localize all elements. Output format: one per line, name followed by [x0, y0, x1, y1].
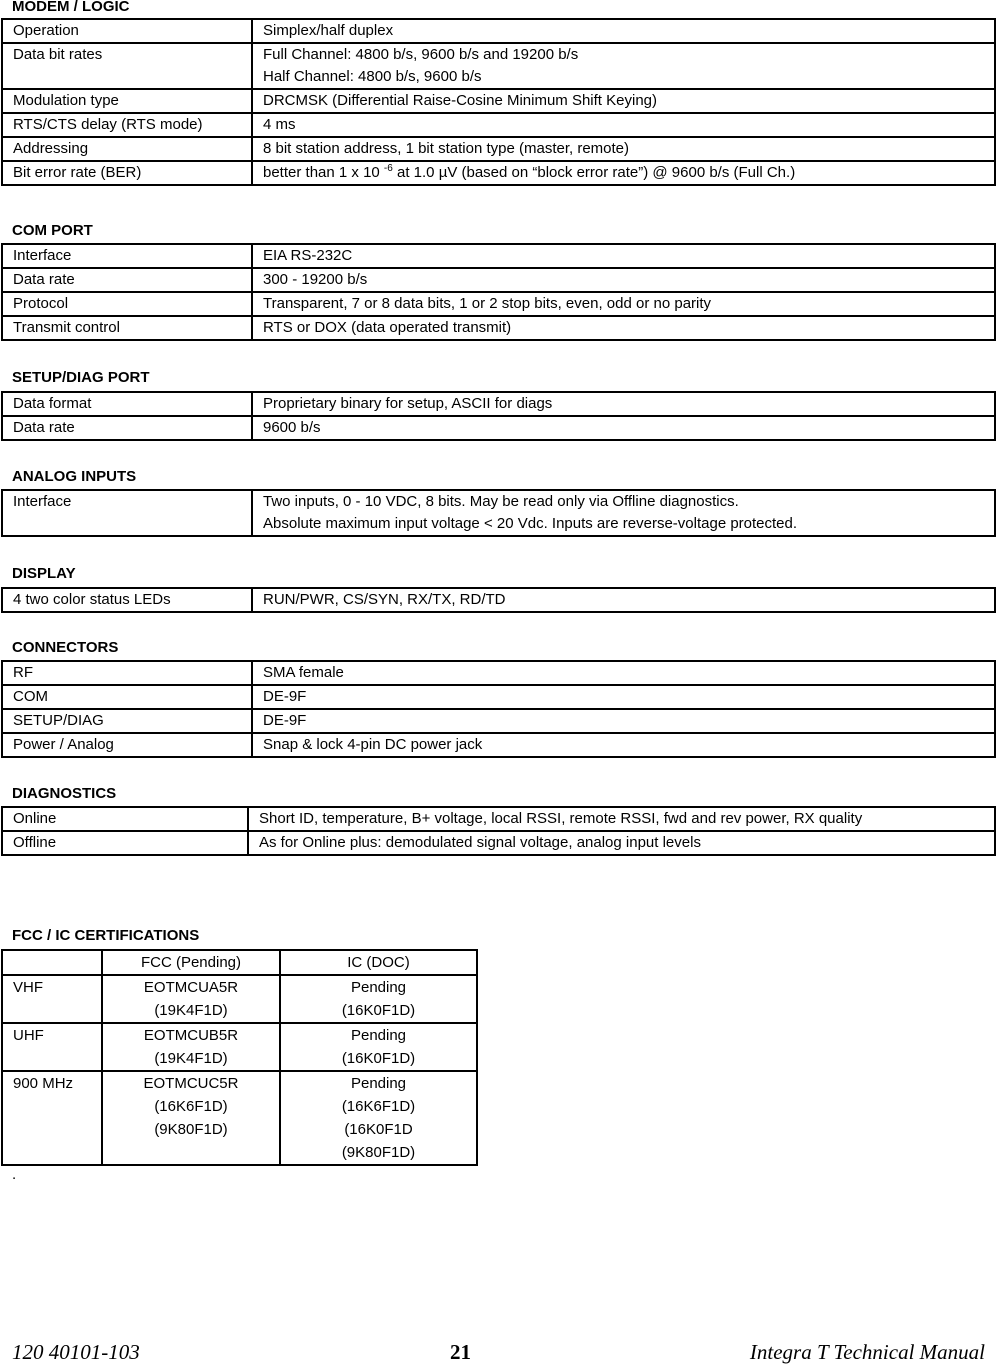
spec-value: [252, 43, 995, 89]
cert-ic-line: (16K6F1D): [341, 1098, 416, 1115]
cert-ic: [280, 1071, 477, 1165]
spec-row: [2, 685, 995, 709]
spec-key: Modulation type: [2, 89, 252, 113]
setup-diag-port-title: SETUP/DIAG PORT: [12, 369, 150, 386]
spec-key: RTS/CTS delay (RTS mode): [2, 113, 252, 137]
spec-value: [252, 268, 995, 292]
cert-fcc: [102, 1071, 280, 1165]
spec-value-line: RTS or DOX (data operated transmit): [263, 319, 512, 336]
spec-row: [2, 43, 995, 89]
spec-key: COM: [2, 685, 252, 709]
spec-row: [2, 89, 995, 113]
spec-key: Data bit rates: [2, 43, 252, 89]
diagnostics-table: [1, 806, 996, 856]
spec-key: Online: [2, 807, 248, 831]
spec-value: [252, 588, 995, 612]
spec-key: Data format: [2, 392, 252, 416]
modem-logic-table: [1, 18, 996, 186]
cert-band: UHF: [2, 1023, 102, 1071]
connectors-table: [1, 660, 996, 758]
spec-value: [252, 733, 995, 757]
spec-value-line: Half Channel: 4800 b/s, 9600 b/s: [263, 68, 482, 85]
spec-row: [2, 807, 995, 831]
spec-row: [2, 292, 995, 316]
display-title: DISPLAY: [12, 565, 76, 582]
spec-key: RF: [2, 661, 252, 685]
spec-value-line: Full Channel: 4800 b/s, 9600 b/s and 19200 b/s: [263, 46, 579, 63]
spec-value: [252, 161, 995, 185]
spec-value: [252, 292, 995, 316]
spec-value-line: DE-9F: [263, 688, 307, 705]
spec-row: [2, 244, 995, 268]
spec-value-line: Two inputs, 0 - 10 VDC, 8 bits. May be read only via Offline diagnostics.: [263, 493, 739, 510]
cert-band: 900 MHz: [2, 1071, 102, 1165]
spec-value-line: RUN/PWR, CS/SYN, RX/TX, RD/TD: [263, 591, 506, 608]
cert-ic-line: Pending: [350, 1075, 407, 1092]
spec-row: [2, 316, 995, 340]
cert-fcc-line: (9K80F1D): [154, 1121, 228, 1138]
cert-row: [2, 1071, 477, 1165]
cert-fcc-line: EOTMCUA5R: [143, 979, 239, 996]
cert-header-fcc: FCC (Pending): [102, 950, 280, 975]
cert-fcc-line: EOTMCUC5R: [143, 1075, 239, 1092]
cert-ic-line: (9K80F1D): [341, 1144, 416, 1161]
cert-fcc-line: EOTMCUB5R: [143, 1027, 239, 1044]
spec-row: [2, 733, 995, 757]
manual-title: Integra T Technical Manual: [749, 1340, 985, 1364]
cert-band: VHF: [2, 975, 102, 1023]
cert-row: [2, 975, 477, 1023]
spec-key: Power / Analog: [2, 733, 252, 757]
ber-exponent: -6: [383, 163, 393, 174]
spec-value-line: Absolute maximum input voltage < 20 Vdc. Inputs are reverse-voltage protected.: [263, 515, 798, 532]
cert-fcc-line: (16K6F1D): [154, 1098, 228, 1115]
spec-row-ber: [2, 161, 995, 185]
cert-ic: [280, 1023, 477, 1071]
spec-row: [2, 588, 995, 612]
spec-row: [2, 661, 995, 685]
cert-fcc: [102, 1023, 280, 1071]
spec-value: [252, 661, 995, 685]
connectors-title: CONNECTORS: [12, 639, 119, 656]
cert-ic: [280, 975, 477, 1023]
spec-row: [2, 709, 995, 733]
analog-inputs-table: [1, 489, 996, 537]
cert-ic-line: Pending: [350, 979, 407, 996]
cert-fcc-line: (19K4F1D): [154, 1050, 228, 1067]
spec-value-line: Short ID, temperature, B+ voltage, local RSSI, remote RSSI, fwd and rev power, RX quality: [259, 810, 863, 827]
spec-value-line: EIA RS-232C: [263, 247, 353, 264]
cert-header-ic: IC (DOC): [280, 950, 477, 975]
spec-value: [252, 19, 995, 43]
spec-key: Interface: [2, 490, 252, 536]
cert-row: [2, 1023, 477, 1071]
analog-inputs-title: ANALOG INPUTS: [12, 468, 137, 485]
diagnostics-title: DIAGNOSTICS: [12, 785, 117, 802]
spec-value-line: SMA female: [263, 664, 344, 681]
spec-value: [252, 685, 995, 709]
com-port-table: [1, 243, 996, 341]
ber-pre: better than 1 x 10: [263, 164, 384, 181]
spec-key: Offline: [2, 831, 248, 855]
certifications-title: FCC / IC CERTIFICATIONS: [12, 927, 200, 944]
page-footer: [12, 1340, 985, 1368]
spec-row: [2, 416, 995, 440]
spec-value: [252, 89, 995, 113]
spec-value: [248, 807, 995, 831]
cert-header-row: [2, 950, 477, 975]
doc-number: 120 40101-103: [12, 1340, 140, 1364]
setup-diag-port-table: [1, 391, 996, 441]
spec-value: [252, 416, 995, 440]
spec-row: [2, 831, 995, 855]
spec-value: [252, 316, 995, 340]
spec-value-line: DRCMSK (Differential Raise-Cosine Minimum Shift Keying): [263, 92, 658, 109]
spec-value: [252, 113, 995, 137]
spec-row: [2, 113, 995, 137]
ber-post: at 1.0 µV (based on “block error rate”) @ 9600 b/s (Full Ch.): [392, 164, 796, 181]
spec-value: [252, 244, 995, 268]
certifications-table: [1, 949, 478, 1166]
spec-key: Protocol: [2, 292, 252, 316]
spec-value: [252, 137, 995, 161]
spec-row: [2, 19, 995, 43]
spec-row: [2, 490, 995, 536]
spec-key: Data rate: [2, 416, 252, 440]
spec-value-line: 8 bit station address, 1 bit station type (master, remote): [263, 140, 630, 157]
spec-value-line: DE-9F: [263, 712, 307, 729]
spec-value: [252, 709, 995, 733]
spec-value: [252, 490, 995, 536]
spec-row: [2, 392, 995, 416]
spec-value: [252, 392, 995, 416]
spec-value-line: Proprietary binary for setup, ASCII for diags: [263, 395, 553, 412]
modem-logic-title: MODEM / LOGIC: [12, 0, 130, 15]
spec-value-line: Simplex/half duplex: [263, 22, 394, 39]
spec-key: Addressing: [2, 137, 252, 161]
spec-value-line: 4 ms: [263, 116, 296, 133]
spec-value-line: Snap & lock 4-pin DC power jack: [263, 736, 483, 753]
spec-value-line: As for Online plus: demodulated signal voltage, analog input levels: [259, 834, 701, 851]
spec-key: Interface: [2, 244, 252, 268]
spec-value-line: 9600 b/s: [263, 419, 321, 436]
cert-ic-line: Pending: [350, 1027, 407, 1044]
spec-key: 4 two color status LEDs: [2, 588, 252, 612]
spec-row: [2, 137, 995, 161]
spec-value-line: Transparent, 7 or 8 data bits, 1 or 2 stop bits, even, odd or no parity: [263, 295, 712, 312]
cert-header-empty: [2, 950, 102, 975]
cert-ic-line: (16K0F1D): [341, 1002, 416, 1019]
spec-key: Data rate: [2, 268, 252, 292]
spec-key: Transmit control: [2, 316, 252, 340]
com-port-title: COM PORT: [12, 222, 93, 239]
trailing-period: .: [12, 1166, 17, 1183]
cert-fcc: [102, 975, 280, 1023]
spec-value-line: 300 - 19200 b/s: [263, 271, 368, 288]
display-table: [1, 587, 996, 613]
cert-ic-line: (16K0F1D): [341, 1050, 416, 1067]
cert-fcc-line: (19K4F1D): [154, 1002, 228, 1019]
spec-value: [248, 831, 995, 855]
cert-ic-line: (16K0F1D: [344, 1121, 413, 1138]
spec-row: [2, 268, 995, 292]
spec-key: Bit error rate (BER): [2, 161, 252, 185]
spec-key: SETUP/DIAG: [2, 709, 252, 733]
spec-key: Operation: [2, 19, 252, 43]
page-number: 21: [450, 1340, 471, 1364]
